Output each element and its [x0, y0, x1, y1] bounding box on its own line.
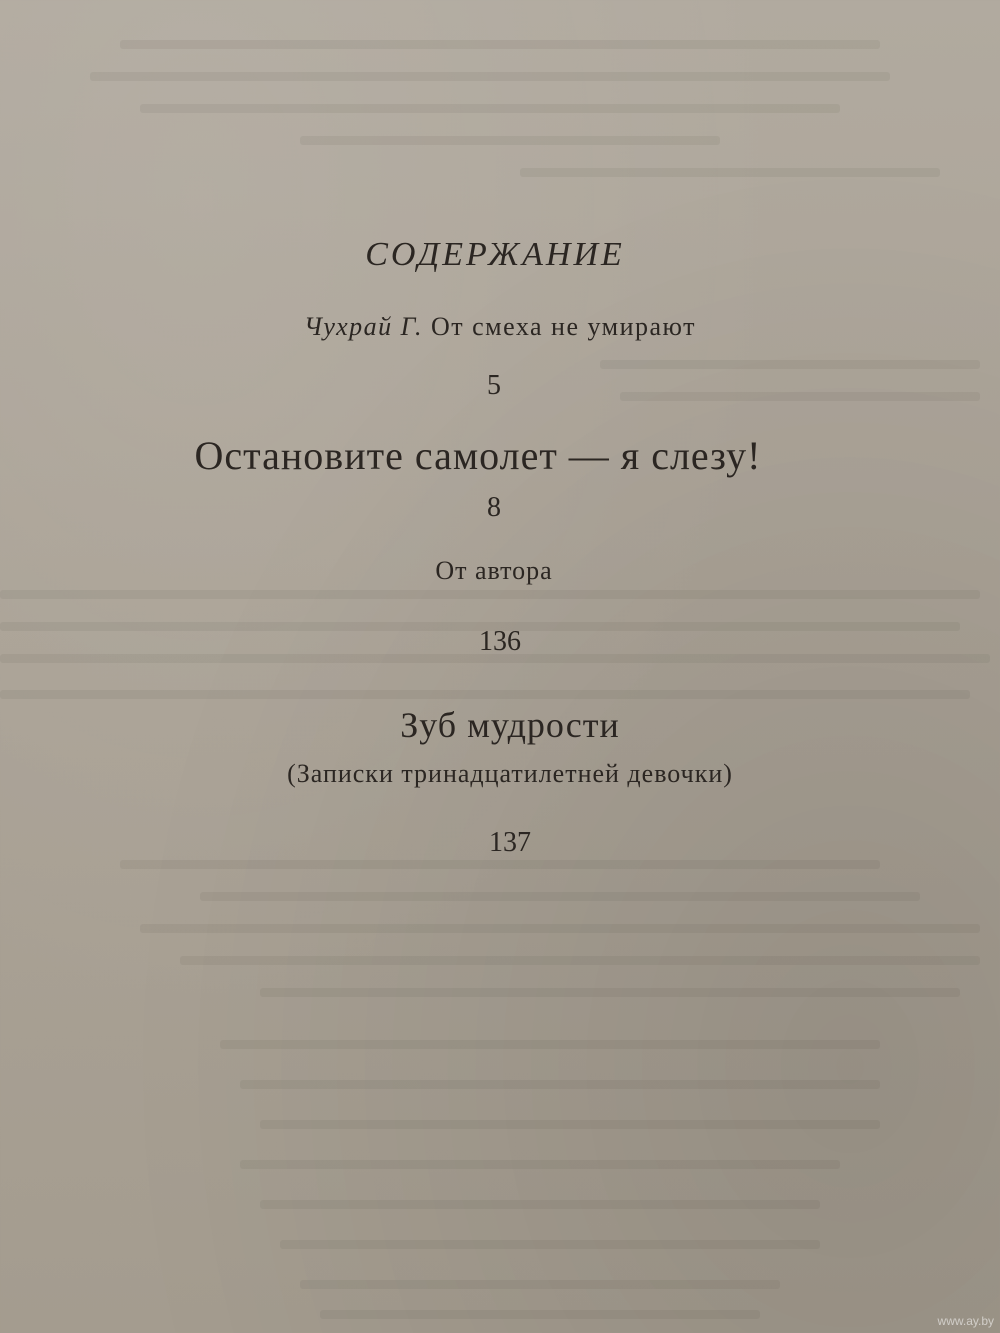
toc-entry-page: 137	[489, 827, 531, 858]
toc-preface-title: От смеха не умирают	[423, 312, 696, 341]
toc-entry-page: 136	[479, 626, 521, 657]
toc-entry-page: 8	[487, 492, 501, 523]
toc-preface-page: 5	[487, 370, 501, 401]
site-watermark: www.ay.by	[937, 1314, 994, 1328]
toc-heading: СОДЕРЖАНИЕ	[365, 236, 625, 273]
toc-entry-title: От автора	[435, 556, 553, 585]
toc-entry-subtitle: (Записки тринадцатилетней девочки)	[287, 759, 733, 788]
toc-preface-author: Чухрай Г.	[304, 312, 423, 341]
toc-entry-title: Остановите самолет — я слезу!	[194, 433, 762, 478]
toc-entry-title: Зуб мудрости	[400, 705, 620, 745]
toc-preface-entry	[0, 312, 1000, 342]
